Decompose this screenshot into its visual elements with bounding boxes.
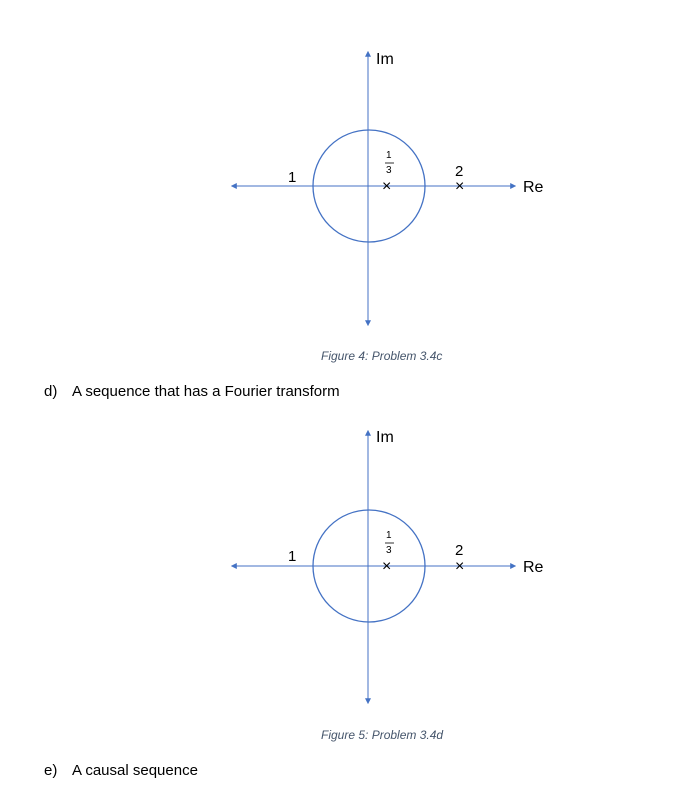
pole-inner-marker: × — [382, 558, 392, 575]
pole-zero-figure-4 — [0, 40, 675, 340]
real-axis-label: Re — [523, 179, 544, 196]
pole-inner-denominator: 3 — [386, 545, 392, 556]
figure-caption: Figure 5: Problem 3.4d — [321, 728, 444, 742]
question-d — [44, 383, 340, 400]
pole-zero-figure-5 — [0, 420, 675, 720]
question-letter: d) — [44, 383, 58, 400]
pole-outer-marker: × — [455, 558, 465, 575]
question-text: A causal sequence — [72, 762, 198, 779]
pole-outer-label: 2 — [455, 542, 464, 559]
pole-inner-marker: × — [382, 178, 392, 195]
imaginary-axis-label: Im — [376, 51, 394, 68]
pole-inner-denominator: 3 — [386, 165, 392, 176]
pole-zero-plot — [0, 420, 675, 720]
question-text: A sequence that has a Fourier transform — [72, 383, 340, 400]
imaginary-axis-label: Im — [376, 429, 394, 446]
question-e — [44, 762, 198, 779]
figure-caption: Figure 4: Problem 3.4c — [321, 349, 443, 363]
pole-zero-plot — [0, 40, 675, 340]
pole-outer-marker: × — [455, 178, 465, 195]
unit-circle-label: 1 — [288, 548, 297, 565]
unit-circle-label: 1 — [288, 169, 297, 186]
pole-inner-numerator: 1 — [386, 530, 392, 541]
real-axis-label: Re — [523, 559, 544, 576]
pole-outer-label: 2 — [455, 163, 464, 180]
pole-inner-numerator: 1 — [386, 150, 392, 161]
question-letter: e) — [44, 762, 58, 779]
